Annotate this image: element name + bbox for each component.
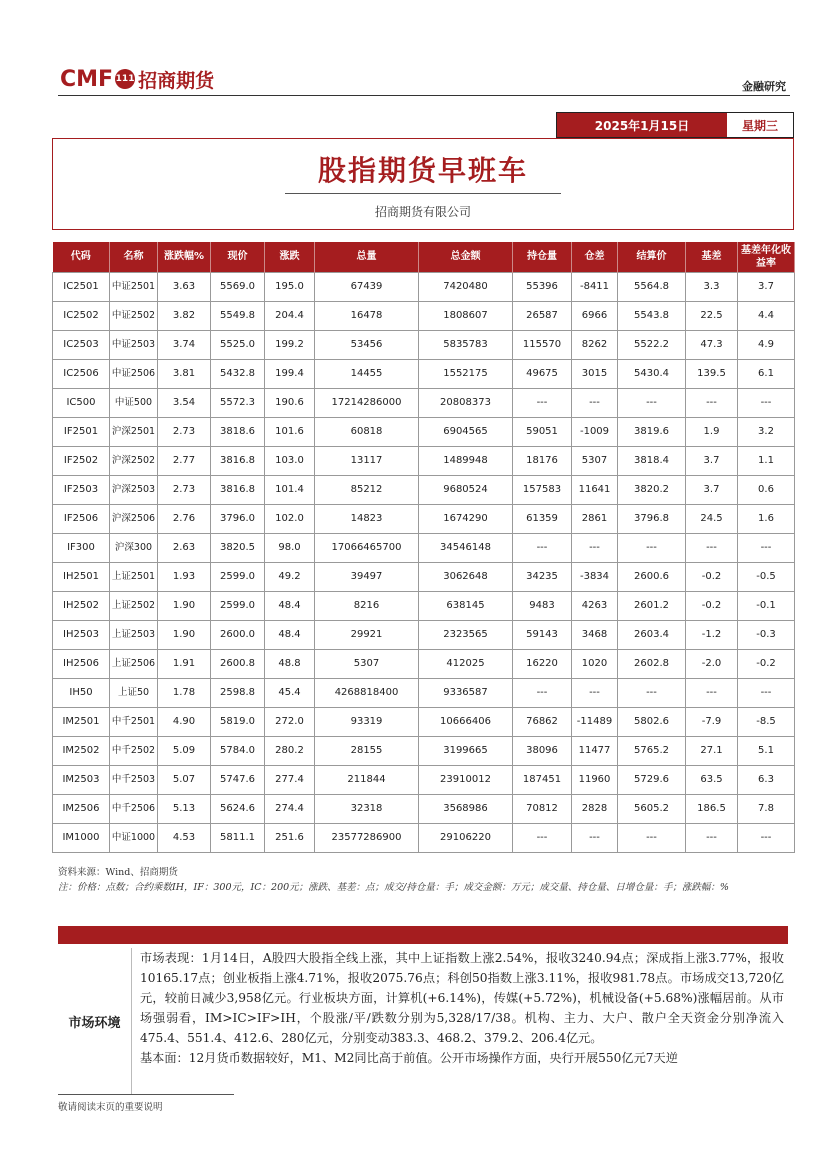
table-cell: 186.5: [686, 794, 738, 823]
table-cell: 4.9: [738, 330, 795, 359]
table-cell: 1489948: [419, 446, 513, 475]
table-row: [53, 678, 795, 707]
title-divider: [285, 193, 561, 194]
table-cell: 7420480: [419, 272, 513, 301]
table-cell: 上证50: [110, 678, 158, 707]
market-performance-paragraph: 市场表现：1月14日，A股四大股指全线上涨，其中上证指数上涨2.54%，报收3240.94点；深成指上涨3.77%，报收10165.17点；创业板指上涨4.71%，报收2075.76点；科创50指数上涨3.11%，报收981.78点。市场成交13,720亿元，较前日减少3,958亿元。行业板块方面，计算机(+6.14%)，传媒(+5.72%)，机械设备(+5.68%)涨幅居前。从市场强弱看，IM>IC>IF>IH，个股涨/平/跌数分别为5,328/17/38。机构、主力、大户、散户全天资金分别净流入475.4、551.4、412.6、280亿元，分别变动383.3、468.2、379.2、206.4亿元。: [140, 951, 784, 1045]
table-cell: 1.78: [158, 678, 211, 707]
table-cell: 4263: [572, 591, 618, 620]
table-cell: 5802.6: [618, 707, 686, 736]
logo-chinese: 招商期货: [138, 69, 215, 92]
table-cell: ---: [738, 678, 795, 707]
table-cell: 29106220: [419, 823, 513, 852]
table-cell: 5835783: [419, 330, 513, 359]
table-cell: 5549.8: [211, 301, 265, 330]
table-cell: -0.1: [738, 591, 795, 620]
table-cell: 93319: [315, 707, 419, 736]
table-cell: IM2501: [53, 707, 110, 736]
table-row: [53, 301, 795, 330]
table-cell: ---: [572, 533, 618, 562]
table-cell: -1.2: [686, 620, 738, 649]
table-row: [53, 620, 795, 649]
table-cell: 204.4: [265, 301, 315, 330]
table-cell: 5525.0: [211, 330, 265, 359]
table-cell: 9483: [513, 591, 572, 620]
table-cell: 3820.5: [211, 533, 265, 562]
table-cell: -0.2: [738, 649, 795, 678]
fundamentals-paragraph: 基本面：12月货币数据较好，M1、M2同比高于前值。公开市场操作方面，央行开展550亿元7天逆: [140, 1051, 678, 1065]
table-header-row: [53, 242, 795, 272]
table-cell: 2.73: [158, 475, 211, 504]
table-cell: 5.1: [738, 736, 795, 765]
table-cell: 8216: [315, 591, 419, 620]
table-cell: 3199665: [419, 736, 513, 765]
table-body: [53, 272, 795, 852]
table-cell: 5.13: [158, 794, 211, 823]
table-notes: [58, 865, 794, 895]
table-cell: IC500: [53, 388, 110, 417]
table-cell: 61359: [513, 504, 572, 533]
title-box: [52, 138, 794, 230]
table-cell: 18176: [513, 446, 572, 475]
table-cell: 199.4: [265, 359, 315, 388]
table-cell: 272.0: [265, 707, 315, 736]
table-cell: 638145: [419, 591, 513, 620]
table-cell: 5307: [315, 649, 419, 678]
table-cell: 中证1000: [110, 823, 158, 852]
table-cell: 34546148: [419, 533, 513, 562]
table-cell: ---: [513, 678, 572, 707]
table-cell: 34235: [513, 562, 572, 591]
table-cell: 中证2501: [110, 272, 158, 301]
report-date: 2025年1月15日: [557, 113, 727, 137]
column-header: 名称: [110, 242, 158, 272]
table-row: [53, 388, 795, 417]
table-cell: IC2503: [53, 330, 110, 359]
table-cell: ---: [618, 823, 686, 852]
table-row: [53, 591, 795, 620]
table-cell: 55396: [513, 272, 572, 301]
table-cell: 中证2502: [110, 301, 158, 330]
table-cell: 412025: [419, 649, 513, 678]
date-box: [556, 112, 794, 138]
column-header: 涨跌: [265, 242, 315, 272]
table-cell: 5765.2: [618, 736, 686, 765]
table-cell: 1.9: [686, 417, 738, 446]
table-row: [53, 794, 795, 823]
header-divider: [58, 95, 790, 96]
table-cell: 67439: [315, 272, 419, 301]
table-cell: 中千2506: [110, 794, 158, 823]
table-cell: 3.82: [158, 301, 211, 330]
table-cell: -3834: [572, 562, 618, 591]
table-cell: 2603.4: [618, 620, 686, 649]
table-row: [53, 823, 795, 852]
table-cell: 2600.8: [211, 649, 265, 678]
table-cell: 274.4: [265, 794, 315, 823]
table-cell: IH2502: [53, 591, 110, 620]
table-cell: 26587: [513, 301, 572, 330]
table-cell: 3.54: [158, 388, 211, 417]
table-cell: 2602.8: [618, 649, 686, 678]
table-cell: ---: [686, 388, 738, 417]
table-cell: -11489: [572, 707, 618, 736]
table-cell: 3820.2: [618, 475, 686, 504]
table-row: [53, 272, 795, 301]
table-cell: 2600.6: [618, 562, 686, 591]
table-cell: -0.2: [686, 562, 738, 591]
table-cell: 中千2502: [110, 736, 158, 765]
column-header: 基差年化收益率: [738, 242, 795, 272]
table-cell: ---: [738, 823, 795, 852]
table-cell: ---: [513, 823, 572, 852]
table-row: [53, 330, 795, 359]
table-cell: 115570: [513, 330, 572, 359]
company-logo: [60, 64, 214, 94]
market-environment-label: 市场环境: [58, 948, 132, 1094]
table-cell: 53456: [315, 330, 419, 359]
table-cell: 1.91: [158, 649, 211, 678]
table-cell: 1552175: [419, 359, 513, 388]
table-cell: 6966: [572, 301, 618, 330]
table-cell: 上证2501: [110, 562, 158, 591]
table-cell: ---: [618, 533, 686, 562]
table-cell: 3.81: [158, 359, 211, 388]
column-header: 现价: [211, 242, 265, 272]
column-header: 基差: [686, 242, 738, 272]
table-cell: IF2506: [53, 504, 110, 533]
table-cell: 3796.0: [211, 504, 265, 533]
market-environment-section: [58, 948, 788, 1094]
table-cell: 4.53: [158, 823, 211, 852]
table-cell: 2.73: [158, 417, 211, 446]
table-cell: 47.3: [686, 330, 738, 359]
table-cell: 211844: [315, 765, 419, 794]
column-header: 总金额: [419, 242, 513, 272]
table-cell: 5522.2: [618, 330, 686, 359]
table-row: [53, 707, 795, 736]
table-cell: 1.6: [738, 504, 795, 533]
table-cell: 101.4: [265, 475, 315, 504]
table-cell: ---: [686, 678, 738, 707]
table-cell: IH2501: [53, 562, 110, 591]
table-cell: 24.5: [686, 504, 738, 533]
table-cell: 2323565: [419, 620, 513, 649]
table-cell: 76862: [513, 707, 572, 736]
table-cell: 23910012: [419, 765, 513, 794]
table-cell: IM1000: [53, 823, 110, 852]
table-cell: 上证2502: [110, 591, 158, 620]
logo-badge-icon: 111: [115, 69, 135, 89]
table-cell: IM2503: [53, 765, 110, 794]
table-row: [53, 736, 795, 765]
table-cell: 195.0: [265, 272, 315, 301]
table-cell: 3.2: [738, 417, 795, 446]
table-cell: 上证2503: [110, 620, 158, 649]
table-cell: 11477: [572, 736, 618, 765]
table-cell: 3.3: [686, 272, 738, 301]
table-cell: IF2502: [53, 446, 110, 475]
table-cell: ---: [618, 388, 686, 417]
table-cell: IH2503: [53, 620, 110, 649]
table-cell: 3818.6: [211, 417, 265, 446]
table-cell: 5432.8: [211, 359, 265, 388]
table-row: [53, 417, 795, 446]
table-cell: 11960: [572, 765, 618, 794]
table-cell: ---: [686, 823, 738, 852]
table-cell: 中千2501: [110, 707, 158, 736]
unit-note: 注：价格：点数；合约乘数IH，IF：300元，IC：200元；涨跌、基差：点；成交/持仓量：手；成交金额：万元；成交量、持仓量、日增仓量：手；涨跌幅：%: [58, 882, 729, 893]
table-cell: 187451: [513, 765, 572, 794]
table-cell: 22.5: [686, 301, 738, 330]
table-cell: 2.77: [158, 446, 211, 475]
table-cell: 9680524: [419, 475, 513, 504]
table-cell: IF2503: [53, 475, 110, 504]
table-cell: 49675: [513, 359, 572, 388]
column-header: 持仓量: [513, 242, 572, 272]
table-cell: 3.7: [686, 446, 738, 475]
table-row: [53, 475, 795, 504]
table-cell: 5624.6: [211, 794, 265, 823]
table-cell: 251.6: [265, 823, 315, 852]
table-row: [53, 533, 795, 562]
table-cell: 3819.6: [618, 417, 686, 446]
table-cell: 5747.6: [211, 765, 265, 794]
table-cell: -0.3: [738, 620, 795, 649]
table-cell: 0.6: [738, 475, 795, 504]
table-cell: 1.1: [738, 446, 795, 475]
futures-table: [52, 242, 795, 853]
table-cell: 5564.8: [618, 272, 686, 301]
market-environment-text: [132, 948, 788, 1094]
table-cell: 5784.0: [211, 736, 265, 765]
footer-disclaimer: 敬请阅读末页的重要说明: [58, 1102, 163, 1113]
table-cell: IC2506: [53, 359, 110, 388]
table-cell: 59143: [513, 620, 572, 649]
table-cell: 2.63: [158, 533, 211, 562]
table-cell: 7.8: [738, 794, 795, 823]
table-row: [53, 649, 795, 678]
table-cell: 16220: [513, 649, 572, 678]
table-cell: ---: [513, 533, 572, 562]
table-cell: 1020: [572, 649, 618, 678]
column-header: 总量: [315, 242, 419, 272]
table-cell: 3568986: [419, 794, 513, 823]
table-cell: 中千2503: [110, 765, 158, 794]
table-cell: 190.6: [265, 388, 315, 417]
table-cell: IM2506: [53, 794, 110, 823]
table-cell: IH50: [53, 678, 110, 707]
table-cell: IH2506: [53, 649, 110, 678]
table-cell: 16478: [315, 301, 419, 330]
table-cell: 103.0: [265, 446, 315, 475]
table-cell: 38096: [513, 736, 572, 765]
table-cell: 39497: [315, 562, 419, 591]
column-header: 结算价: [618, 242, 686, 272]
table-cell: 沪深2502: [110, 446, 158, 475]
table-cell: 5.07: [158, 765, 211, 794]
table-cell: 139.5: [686, 359, 738, 388]
table-cell: IC2502: [53, 301, 110, 330]
table-cell: 3015: [572, 359, 618, 388]
table-cell: 101.6: [265, 417, 315, 446]
table-cell: ---: [686, 533, 738, 562]
table-cell: 5605.2: [618, 794, 686, 823]
table-cell: 中证2506: [110, 359, 158, 388]
column-header: 涨跌幅%: [158, 242, 211, 272]
table-cell: 14455: [315, 359, 419, 388]
table-cell: ---: [513, 388, 572, 417]
table-cell: 4.4: [738, 301, 795, 330]
table-cell: 3.7: [738, 272, 795, 301]
page-title: 股指期货早班车: [317, 154, 528, 187]
table-cell: 48.4: [265, 591, 315, 620]
table-cell: 5572.3: [211, 388, 265, 417]
table-cell: ---: [572, 388, 618, 417]
table-cell: 17214286000: [315, 388, 419, 417]
table-cell: 277.4: [265, 765, 315, 794]
table-cell: 49.2: [265, 562, 315, 591]
table-row: [53, 765, 795, 794]
table-cell: -7.9: [686, 707, 738, 736]
table-cell: 102.0: [265, 504, 315, 533]
table-cell: 13117: [315, 446, 419, 475]
column-header: 代码: [53, 242, 110, 272]
table-cell: -0.5: [738, 562, 795, 591]
column-header: 仓差: [572, 242, 618, 272]
table-cell: 63.5: [686, 765, 738, 794]
table-cell: 17066465700: [315, 533, 419, 562]
table-cell: 2599.0: [211, 562, 265, 591]
table-cell: 157583: [513, 475, 572, 504]
table-cell: 3.7: [686, 475, 738, 504]
table-cell: -1009: [572, 417, 618, 446]
table-cell: 1.93: [158, 562, 211, 591]
table-cell: 5307: [572, 446, 618, 475]
table-cell: -8411: [572, 272, 618, 301]
table-cell: 70812: [513, 794, 572, 823]
table-cell: 1.90: [158, 591, 211, 620]
table-row: [53, 446, 795, 475]
table-cell: 5729.6: [618, 765, 686, 794]
table-cell: 48.4: [265, 620, 315, 649]
table-cell: IF2501: [53, 417, 110, 446]
table-cell: 32318: [315, 794, 419, 823]
table-cell: 2600.0: [211, 620, 265, 649]
table-cell: 98.0: [265, 533, 315, 562]
table-cell: 3468: [572, 620, 618, 649]
table-cell: 20808373: [419, 388, 513, 417]
table-cell: 45.4: [265, 678, 315, 707]
table-cell: 11641: [572, 475, 618, 504]
table-cell: 3796.8: [618, 504, 686, 533]
table-cell: IF300: [53, 533, 110, 562]
table-cell: ---: [738, 533, 795, 562]
table-cell: 4268818400: [315, 678, 419, 707]
table-cell: -2.0: [686, 649, 738, 678]
logo-latin: CMF: [60, 66, 114, 92]
table-cell: ---: [572, 678, 618, 707]
table-cell: 3818.4: [618, 446, 686, 475]
table-cell: 29921: [315, 620, 419, 649]
section-bar: [58, 926, 788, 944]
table-cell: 3.74: [158, 330, 211, 359]
table-cell: 23577286900: [315, 823, 419, 852]
table-cell: 1808607: [419, 301, 513, 330]
table-cell: 3816.8: [211, 475, 265, 504]
table-cell: 8262: [572, 330, 618, 359]
table-row: [53, 562, 795, 591]
table-cell: 沪深2501: [110, 417, 158, 446]
table-cell: IM2502: [53, 736, 110, 765]
company-name: 招商期货有限公司: [374, 205, 471, 219]
table-cell: 5819.0: [211, 707, 265, 736]
table-cell: 27.1: [686, 736, 738, 765]
footer-divider: [58, 1094, 234, 1095]
table-cell: 上证2506: [110, 649, 158, 678]
table-cell: 4.90: [158, 707, 211, 736]
table-cell: 9336587: [419, 678, 513, 707]
table-cell: 5543.8: [618, 301, 686, 330]
table-cell: 28155: [315, 736, 419, 765]
table-cell: 2861: [572, 504, 618, 533]
table-cell: 199.2: [265, 330, 315, 359]
data-source: 资料来源：Wind、招商期货: [58, 867, 178, 878]
table-row: [53, 359, 795, 388]
table-cell: 中证2503: [110, 330, 158, 359]
section-label: 金融研究: [742, 80, 786, 93]
table-cell: 85212: [315, 475, 419, 504]
table-row: [53, 504, 795, 533]
table-cell: 3816.8: [211, 446, 265, 475]
table-cell: 6.3: [738, 765, 795, 794]
table-cell: 6.1: [738, 359, 795, 388]
table-cell: 中证500: [110, 388, 158, 417]
table-cell: 2601.2: [618, 591, 686, 620]
table-cell: 5430.4: [618, 359, 686, 388]
table-cell: 沪深2503: [110, 475, 158, 504]
table-cell: 1.90: [158, 620, 211, 649]
table-cell: IC2501: [53, 272, 110, 301]
table-cell: 2598.8: [211, 678, 265, 707]
table-cell: 5811.1: [211, 823, 265, 852]
table-cell: 280.2: [265, 736, 315, 765]
table-cell: -8.5: [738, 707, 795, 736]
report-weekday: 星期三: [741, 118, 778, 133]
table-cell: 3062648: [419, 562, 513, 591]
table-cell: 2.76: [158, 504, 211, 533]
table-cell: 48.8: [265, 649, 315, 678]
table-cell: 2599.0: [211, 591, 265, 620]
table-cell: 沪深2506: [110, 504, 158, 533]
table-cell: 10666406: [419, 707, 513, 736]
table-cell: 2828: [572, 794, 618, 823]
table-cell: 1674290: [419, 504, 513, 533]
table-cell: 60818: [315, 417, 419, 446]
table-cell: -0.2: [686, 591, 738, 620]
table-cell: ---: [572, 823, 618, 852]
table-cell: 沪深300: [110, 533, 158, 562]
table-cell: 5569.0: [211, 272, 265, 301]
table-cell: 14823: [315, 504, 419, 533]
table-cell: 5.09: [158, 736, 211, 765]
table-cell: ---: [618, 678, 686, 707]
table-cell: ---: [738, 388, 795, 417]
table-cell: 6904565: [419, 417, 513, 446]
table-cell: 3.63: [158, 272, 211, 301]
table-cell: 59051: [513, 417, 572, 446]
